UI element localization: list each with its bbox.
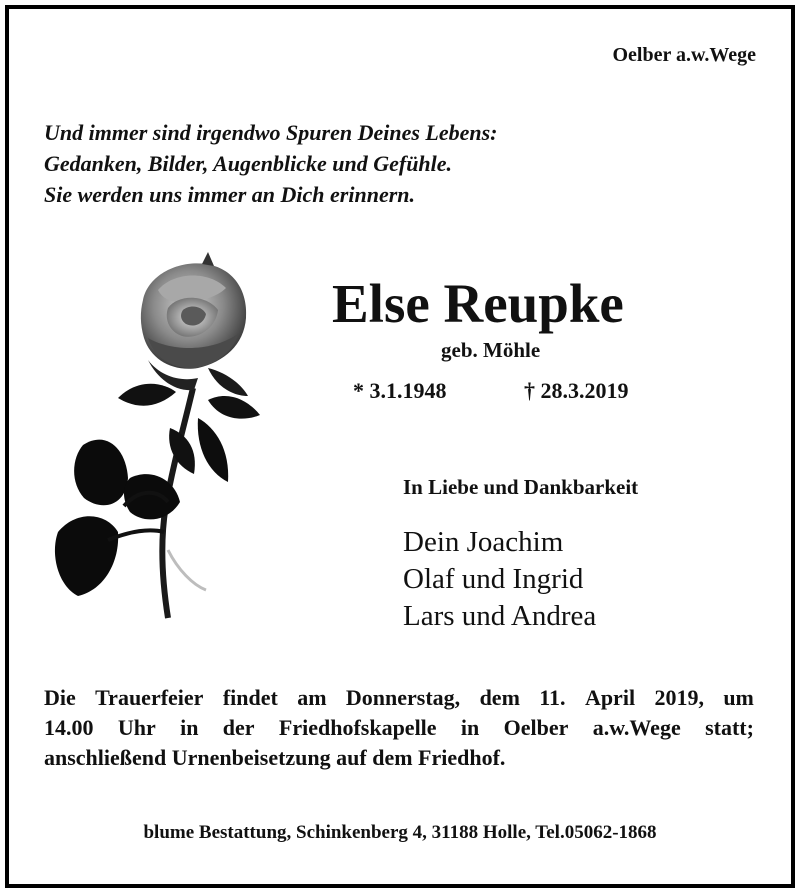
word: in <box>460 715 480 740</box>
word: 2019, <box>654 685 704 710</box>
rose-icon <box>48 250 298 620</box>
maiden-name: geb. Möhle <box>441 338 541 362</box>
word: Die <box>44 685 76 710</box>
word: Donnerstag, <box>345 685 461 710</box>
family-member: Lars und Andrea <box>403 600 597 632</box>
deceased-name: Else Reupke <box>332 273 624 334</box>
word: Oelber <box>503 715 569 740</box>
word: in <box>180 715 199 740</box>
family-member: Olaf und Ingrid <box>403 563 584 595</box>
word: dem <box>479 685 520 710</box>
word: 14.00 <box>44 715 94 740</box>
word: April <box>584 685 636 710</box>
undertaker-contact: blume Bestattung, Schinkenberg 4, 31188 Holle, Tel.05062-1868 <box>143 822 657 843</box>
family-member: Dein Joachim <box>403 526 564 558</box>
poem-line: Sie werden uns immer an Dich erinnern. <box>44 182 416 207</box>
word: um <box>723 685 754 710</box>
location-text: Oelber a.w.Wege <box>612 44 756 66</box>
word: Trauerfeier <box>95 685 204 710</box>
death-date: † 28.3.2019 <box>524 378 629 403</box>
birth-date: * 3.1.1948 <box>353 378 447 403</box>
word: der <box>222 715 255 740</box>
word: findet <box>222 685 278 710</box>
word: am <box>297 685 327 710</box>
family-list <box>403 524 596 635</box>
gratitude-line: In Liebe und Dankbarkeit <box>403 475 639 499</box>
word: 11. <box>539 685 566 710</box>
word: Friedhofskapelle <box>278 715 437 740</box>
service-line-1 <box>44 683 754 713</box>
service-line-3: anschließend Urnenbeisetzung auf dem Friedhof. <box>44 745 506 770</box>
funeral-service-info <box>44 683 754 773</box>
word: Uhr <box>117 715 156 740</box>
poem <box>44 117 498 210</box>
service-line-2 <box>44 713 754 743</box>
word: a.w.Wege <box>592 715 681 740</box>
word: statt; <box>705 715 754 740</box>
poem-line: Gedanken, Bilder, Augenblicke und Gefühle. <box>44 151 453 176</box>
poem-line: Und immer sind irgendwo Spuren Deines Lebens: <box>44 120 498 145</box>
